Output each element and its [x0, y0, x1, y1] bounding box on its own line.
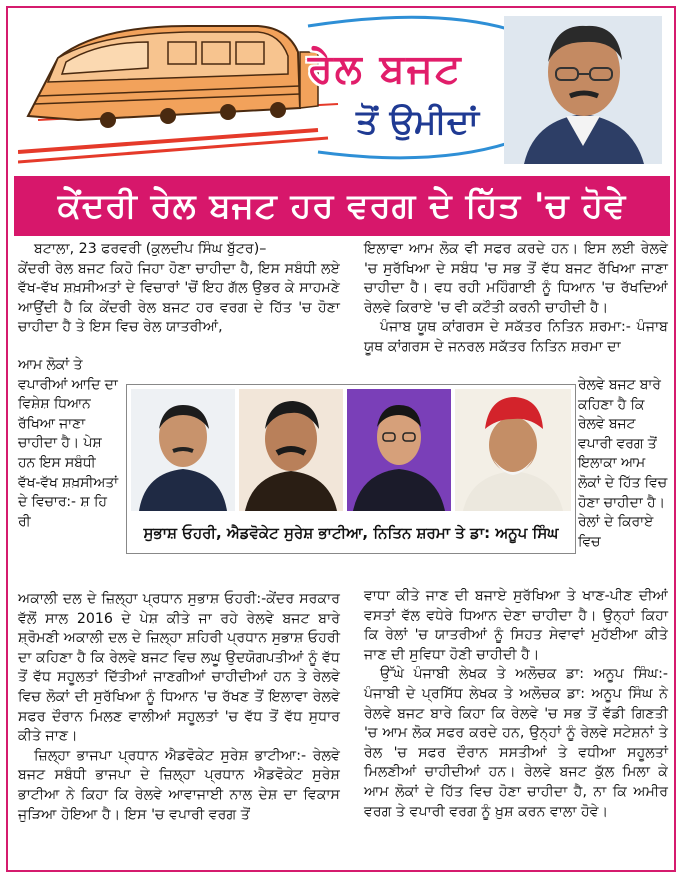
writer-paragraph: ਉੱਘੇ ਪੰਜਾਬੀ ਲੇਖਕ ਤੇ ਅਲੋਚਕ ਡਾ: ਅਨੂਪ ਸਿੰਘ:- ਪੰਜਾਬੀ ਦੇ ਪ੍ਰਸਿੱਧ ਲੇਖਕ ਤੇ ਅਲੋਚਕ ਡਾ: ਅਨੂਪ ਸਿੰਘ ਨੇ ਰੇਲਵੇ ਬਜਟ ਬਾਰੇ ਕਿਹਾ ਕਿ ਰੇਲਵੇ 'ਚ ਸਭ ਤੋਂ ਵੱਡੀ ਗਿਣਤੀ 'ਚ ਆਮ ਲੋਕ ਸਫਰ ਕਰਦੇ ਹਨ, ਉਨ੍ਹਾਂ ਨੂੰ ਰੇਲਵੇ ਸਟੇਸ਼ਨਾਂ ਤੇ ਰੇਲ 'ਚ ਸਫਰ ਦੌਰਾਨ ਸਸਤੀਆਂ ਤੇ ਵਧੀਆ ਸਹੂਲਤਾਂ ਮਿਲਣੀਆਂ ਚਾਹੀਦੀਆਂ ਹਨ। ਰੇਲਵੇ ਬਜਟ ਕੁੱਲ ਮਿਲਾ ਕੇ ਆਮ ਲੋਕਾਂ ਦੇ ਹਿੱਤ ਵਿਚ ਹੋਣਾ ਚਾਹੀਦਾ ਹੈ, ਨਾ ਕਿ ਅਮੀਰ ਵਰਗ ਤੇ ਵਪਾਰੀ ਵਰਗ ਨੂੰ ਖ਼ੁਸ਼ ਕਰਨ ਵਾਲਾ ਹੋਵੇ। [364, 666, 668, 820]
banner-title: ਰੇਲ ਬਜਟ [308, 46, 463, 92]
photo-block [126, 384, 576, 554]
akali-dal-paragraph: ਅਕਾਲੀ ਦਲ ਦੇ ਜ਼ਿਲ੍ਹਾ ਪ੍ਰਧਾਨ ਸੁਭਾਸ਼ ਓਹਰੀ:-ਕੇਂਦਰ ਸਰਕਾਰ ਵੱਲੋਂ ਸਾਲ 2016 ਦੇ ਪੇਸ਼ ਕੀਤੇ ਜਾ ਰਹੇ ਰੇਲਵੇ ਬਜਟ ਬਾਰੇ ਸ਼੍ਰੋਮਣੀ ਅਕਾਲੀ ਦਲ ਦੇ ਜ਼ਿਲ੍ਹਾ ਸ਼ਹਿਰੀ ਪ੍ਰਧਾਨ ਸੁਭਾਸ਼ ਓਹਰੀ ਦਾ ਕਹਿਣਾ ਹੈ ਕਿ ਰੇਲਵੇ ਬਜਟ ਵਿਚ ਲਘੂ ਉਦਯੋਗਪਤੀਆਂ ਨੂੰ ਵੱਧ ਤੋਂ ਵੱਧ ਸਹੂਲਤਾਂ ਦਿੱਤੀਆਂ ਜਾਣਗੀਆਂ ਚਾਹੀਦੀਆਂ ਹਨ ਤੇ ਰੇਲਵੇ ਵਿਚ ਲੋਕਾਂ ਦੀ ਸੁਰੱਖਿਆ ਨੂੰ ਧਿਆਨ 'ਚ ਰੱਖਣ ਤੋਂ ਇਲਾਵਾ ਰੇਲਵੇ ਸਫਰ ਦੌਰਾਨ ਮਿਲਣ ਵਾਲੀਆਂ ਸਹੂਲਤਾਂ 'ਚ ਵੱਧ ਤੋਂ ਵੱਧ ਸੁਧਾਰ ਕੀਤੇ ਜਾਣ। [18, 591, 340, 745]
headline-band [14, 176, 670, 236]
article-right-top: ਇਲਾਵਾ ਆਮ ਲੋਕ ਵੀ ਸਫਰ ਕਰਦੇ ਹਨ। ਇਸ ਲਈ ਰੇਲਵੇ 'ਚ ਸੁਰੱਖਿਆ ਦੇ ਸਬੰਧ 'ਚ ਸਭ ਤੋਂ ਵੱਧ ਬਜਟ ਰੱਖਿਆ ਜਾਣਾ ਚਾਹੀਦਾ ਹੈ। ਵਧ ਰਹੀ ਮਹਿੰਗਾਈ ਨੂੰ ਧਿਆਨ 'ਚ ਰੱਖਦਿਆਂ ਰੇਲਵੇ ਕਿਰਾਏ 'ਚ ਵੀ ਕਟੌਤੀ ਕਰਨੀ ਚਾਹੀਦੀ ਹੈ। [364, 241, 668, 316]
youth-congress-paragraph: ਪੰਜਾਬ ਯੂਥ ਕਾਂਗਰਸ ਦੇ ਸਕੱਤਰ ਨਿਤਿਨ ਸ਼ਰਮਾ:- ਪੰਜਾਬ ਯੂਥ ਕਾਂਗਰਸ ਦੇ ਜਨਰਲ ਸਕੱਤਰ ਨਿਤਿਨ ਸ਼ਰਮਾ ਦਾ [364, 319, 668, 355]
article-column-left-top [18, 240, 340, 338]
headline: ਕੇਂਦਰੀ ਰੇਲ ਬਜਟ ਹਰ ਵਰਗ ਦੇ ਹਿੱਤ 'ਚ ਹੋਵੇ [57, 186, 627, 226]
bjp-paragraph: ਜ਼ਿਲ੍ਹਾ ਭਾਜਪਾ ਪ੍ਰਧਾਨ ਐਡਵੋਕੇਟ ਸੁਰੇਸ਼ ਭਾਟੀਆ:- ਰੇਲਵੇ ਬਜਟ ਸਬੰਧੀ ਭਾਜਪਾ ਦੇ ਜ਼ਿਲ੍ਹਾ ਪ੍ਰਧਾਨ ਐਡਵੋਕੇਟ ਸੁਰੇਸ਼ ਭਾਟੀਆ ਨੇ ਕਿਹਾ ਕਿ ਰੇਲਵੇ ਆਵਾਜਾਈ ਨਾਲ ਦੇਸ਼ ਦਾ ਵਿਕਾਸ ਜੁੜਿਆ ਹੋਇਆ ਹੈ। ਇਸ 'ਚ ਵਪਾਰੀ ਵਰਗ ਤੋਂ [18, 747, 340, 823]
photo-suresh-bhatia [239, 389, 343, 511]
photo-nitin-sharma [347, 389, 451, 511]
photo-subhash-ohri [131, 389, 235, 511]
header-banner [18, 12, 666, 168]
photo-caption: ਸੁਭਾਸ਼ ਓਹਰੀ, ਐਡਵੋਕੇਟ ਸੁਰੇਸ਼ ਭਾਟੀਆ, ਨਿਤਿਨ ਸ਼ਰਮਾ ਤੇ ਡਾ: ਅਨੂਪ ਸਿੰਘ [143, 524, 559, 542]
banner-subtitle: ਤੋਂ ਉਮੀਦਾਂ [356, 102, 479, 142]
article-intro-narrow: ਆਮ ਲੋਕਾਂ ਤੇ ਵਪਾਰੀਆਂ ਆਦਿ ਦਾ ਵਿਸ਼ੇਸ਼ ਧਿਆਨ ਰੱਖਿਆ ਜਾਣਾ ਚਾਹੀਦਾ ਹੈ। ਪੇਸ਼ ਹਨ ਇਸ ਸਬੰਧੀ ਵੱਖ-ਵੱਖ ਸ਼ਖ਼ਸੀਅਤਾਂ ਦੇ ਵਿਚਾਰ:- ਸ਼ ਹਿ ਰੀ [18, 357, 119, 530]
dateline: ਬਟਾਲਾ, 23 ਫਰਵਰੀ (ਕੁਲਦੀਪ ਸਿੰਘ ਬੁੱਟਰ)– [34, 241, 267, 257]
article-column-left-bottom [18, 590, 340, 825]
photo-anup-singh [455, 389, 571, 511]
minister-portrait-photo [504, 16, 662, 164]
article-column-right-top [364, 240, 668, 358]
article-column-right-bottom [364, 587, 668, 822]
youth-congress-narrow: ਰੇਲਵੇ ਬਜਟ ਬਾਰੇ ਕਹਿਣਾ ਹੈ ਕਿ ਰੇਲਵੇ ਬਜਟ ਵਪਾਰੀ ਵਰਗ ਤੋਂ ਇਲਾਕਾ ਆਮ ਲੋਕਾਂ ਦੇ ਹਿੱਤ ਵਿਚ ਹੋਣਾ ਚਾਹੀਦਾ ਹੈ। ਰੇਲਾਂ ਦੇ ਕਿਰਾਏ ਵਿਚ [578, 377, 668, 550]
youth-congress-continued: ਵਾਧਾ ਕੀਤੇ ਜਾਣ ਦੀ ਬਜਾਏ ਸੁਰੱਖਿਆ ਤੇ ਖਾਣ-ਪੀਣ ਦੀਆਂ ਵਸਤਾਂ ਵੱਲ ਵਧੇਰੇ ਧਿਆਨ ਦੇਣਾ ਚਾਹੀਦਾ ਹੈ। ਉਨ੍ਹਾਂ ਕਿਹਾ ਕਿ ਰੇਲਾਂ 'ਚ ਯਾਤਰੀਆਂ ਨੂੰ ਸਿਹਤ ਸੇਵਾਵਾਂ ਮੁਹੱਈਆ ਕੀਤੇ ਜਾਣ ਦੀ ਸੁਵਿਧਾ ਹੋਣੀ ਚਾਹੀਦੀ ਹੈ। [364, 588, 668, 663]
article-intro: ਕੇਂਦਰੀ ਰੇਲ ਬਜਟ ਕਿਹੋ ਜਿਹਾ ਹੋਣਾ ਚਾਹੀਦਾ ਹੈ, ਇਸ ਸਬੰਧੀ ਲਏ ਵੱਖ-ਵੱਖ ਸ਼ਖ਼ਸੀਅਤਾਂ ਦੇ ਵਿਚਾਰਾਂ 'ਚੋਂ ਇਹ ਗੱਲ ਉਭਰ ਕੇ ਸਾਹਮਣੇ ਆਉਂਦੀ ਹੈ ਕਿ ਕੇਂਦਰੀ ਰੇਲ ਬਜਟ ਹਰ ਵਰਗ ਦੇ ਹਿੱਤ 'ਚ ਹੋਣਾ ਚਾਹੀਦਾ ਹੈ ਤੇ ਇਸ ਵਿਚ ਰੇਲ ਯਾਤਰੀਆਂ, [18, 260, 340, 336]
